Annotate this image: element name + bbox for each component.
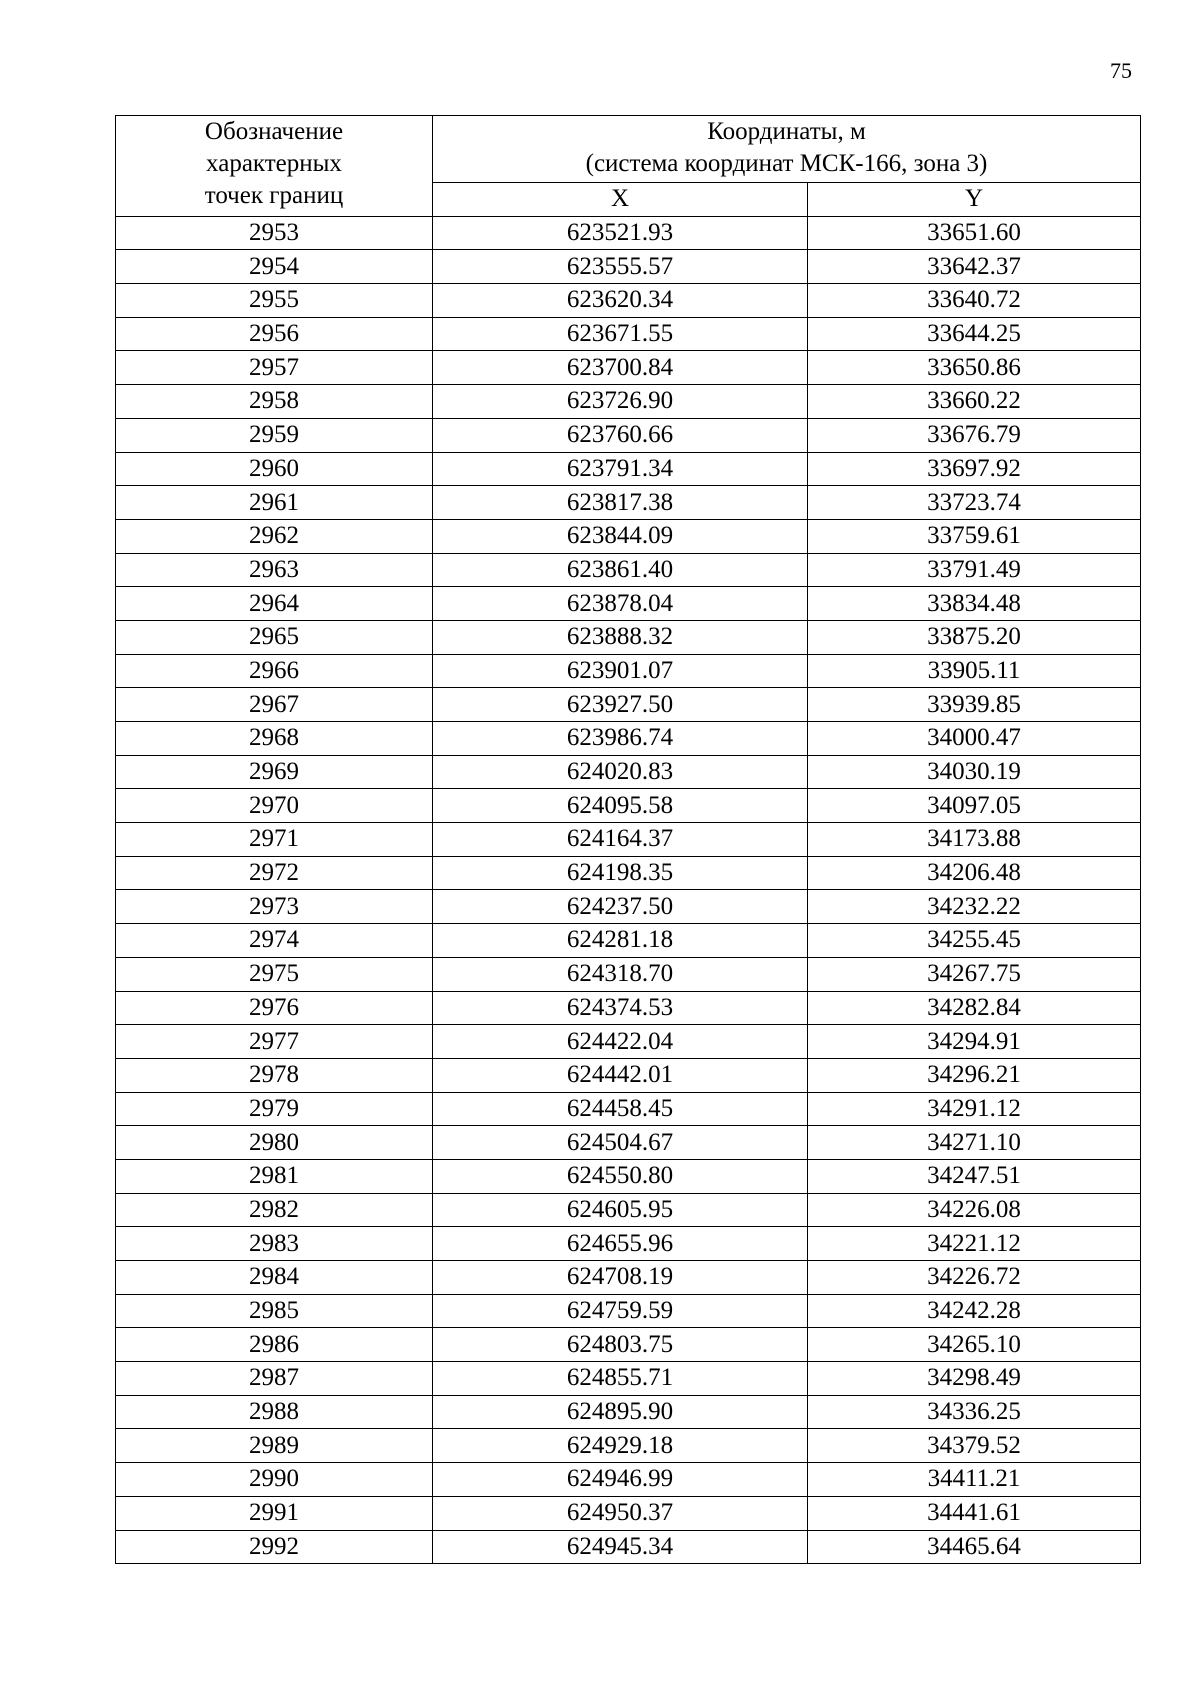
table-row bbox=[116, 1530, 1141, 1564]
y-coordinate-cell: 34267.75 bbox=[808, 957, 1141, 991]
x-coordinate-cell: 624164.37 bbox=[433, 823, 808, 857]
table-row bbox=[116, 216, 1141, 250]
table-row bbox=[116, 418, 1141, 452]
table-row bbox=[116, 688, 1141, 722]
y-coordinate-cell: 34000.47 bbox=[808, 722, 1141, 756]
table-body bbox=[116, 216, 1141, 1564]
point-id-cell: 2953 bbox=[116, 216, 433, 250]
x-coordinate-cell: 624550.80 bbox=[433, 1159, 808, 1193]
point-id-cell: 2963 bbox=[116, 553, 433, 587]
y-coordinate-cell: 33644.25 bbox=[808, 317, 1141, 351]
x-coordinate-cell: 624095.58 bbox=[433, 789, 808, 823]
y-coordinate-cell: 33650.86 bbox=[808, 351, 1141, 385]
x-coordinate-cell: 624803.75 bbox=[433, 1328, 808, 1362]
x-coordinate-cell: 623927.50 bbox=[433, 688, 808, 722]
x-coordinate-cell: 623760.66 bbox=[433, 418, 808, 452]
table-row bbox=[116, 385, 1141, 419]
header-label-line-3: точек границ bbox=[204, 182, 344, 209]
header-row-top bbox=[116, 116, 1141, 183]
x-coordinate-cell: 623986.74 bbox=[433, 722, 808, 756]
point-id-cell: 2990 bbox=[116, 1463, 433, 1497]
table-row bbox=[116, 452, 1141, 486]
point-id-cell: 2977 bbox=[116, 1025, 433, 1059]
point-id-cell: 2958 bbox=[116, 385, 433, 419]
y-coordinate-cell: 33697.92 bbox=[808, 452, 1141, 486]
x-coordinate-cell: 624281.18 bbox=[433, 924, 808, 958]
table-header bbox=[116, 116, 1141, 217]
y-coordinate-cell: 34030.19 bbox=[808, 755, 1141, 789]
table-row bbox=[116, 654, 1141, 688]
x-coordinate-cell: 624946.99 bbox=[433, 1463, 808, 1497]
y-coordinate-cell: 34441.61 bbox=[808, 1496, 1141, 1530]
x-coordinate-cell: 623620.34 bbox=[433, 284, 808, 318]
y-coordinate-cell: 34336.25 bbox=[808, 1395, 1141, 1429]
x-coordinate-cell: 624318.70 bbox=[433, 957, 808, 991]
y-coordinate-cell: 34242.28 bbox=[808, 1294, 1141, 1328]
table-row bbox=[116, 1227, 1141, 1261]
y-column-header: Y bbox=[808, 183, 1141, 217]
table-row bbox=[116, 1395, 1141, 1429]
x-coordinate-cell: 624895.90 bbox=[433, 1395, 808, 1429]
y-coordinate-cell: 34291.12 bbox=[808, 1092, 1141, 1126]
y-coordinate-cell: 34221.12 bbox=[808, 1227, 1141, 1261]
point-id-cell: 2972 bbox=[116, 856, 433, 890]
point-id-cell: 2984 bbox=[116, 1261, 433, 1295]
x-coordinate-cell: 623700.84 bbox=[433, 351, 808, 385]
point-id-cell: 2960 bbox=[116, 452, 433, 486]
y-coordinate-cell: 34294.91 bbox=[808, 1025, 1141, 1059]
point-id-cell: 2961 bbox=[116, 486, 433, 520]
point-label-header bbox=[116, 116, 433, 217]
x-coordinate-cell: 623671.55 bbox=[433, 317, 808, 351]
x-coordinate-cell: 624605.95 bbox=[433, 1193, 808, 1227]
y-coordinate-cell: 34411.21 bbox=[808, 1463, 1141, 1497]
x-coordinate-cell: 624929.18 bbox=[433, 1429, 808, 1463]
point-id-cell: 2968 bbox=[116, 722, 433, 756]
table-row bbox=[116, 1496, 1141, 1530]
x-coordinate-cell: 623521.93 bbox=[433, 216, 808, 250]
table-row bbox=[116, 1025, 1141, 1059]
y-coordinate-cell: 34173.88 bbox=[808, 823, 1141, 857]
point-id-cell: 2965 bbox=[116, 620, 433, 654]
table-row bbox=[116, 856, 1141, 890]
x-coordinate-cell: 624950.37 bbox=[433, 1496, 808, 1530]
table-row bbox=[116, 519, 1141, 553]
y-coordinate-cell: 34097.05 bbox=[808, 789, 1141, 823]
point-id-cell: 2979 bbox=[116, 1092, 433, 1126]
y-coordinate-cell: 33759.61 bbox=[808, 519, 1141, 553]
point-id-cell: 2989 bbox=[116, 1429, 433, 1463]
point-id-cell: 2985 bbox=[116, 1294, 433, 1328]
point-id-cell: 2971 bbox=[116, 823, 433, 857]
point-id-cell: 2957 bbox=[116, 351, 433, 385]
point-id-cell: 2966 bbox=[116, 654, 433, 688]
x-coordinate-cell: 624198.35 bbox=[433, 856, 808, 890]
table-row bbox=[116, 587, 1141, 621]
x-coordinate-cell: 624504.67 bbox=[433, 1126, 808, 1160]
table-row bbox=[116, 1328, 1141, 1362]
x-coordinate-cell: 623817.38 bbox=[433, 486, 808, 520]
x-coordinate-cell: 624945.34 bbox=[433, 1530, 808, 1564]
x-coordinate-cell: 624655.96 bbox=[433, 1227, 808, 1261]
point-id-cell: 2973 bbox=[116, 890, 433, 924]
table-row bbox=[116, 924, 1141, 958]
point-id-cell: 2964 bbox=[116, 587, 433, 621]
x-coordinate-cell: 623726.90 bbox=[433, 385, 808, 419]
x-coordinate-cell: 624855.71 bbox=[433, 1362, 808, 1396]
x-coordinate-cell: 624759.59 bbox=[433, 1294, 808, 1328]
table-row bbox=[116, 1092, 1141, 1126]
x-column-header: X bbox=[433, 183, 808, 217]
y-coordinate-cell: 34271.10 bbox=[808, 1126, 1141, 1160]
point-id-cell: 2986 bbox=[116, 1328, 433, 1362]
point-id-cell: 2983 bbox=[116, 1227, 433, 1261]
x-coordinate-cell: 623791.34 bbox=[433, 452, 808, 486]
point-id-cell: 2970 bbox=[116, 789, 433, 823]
point-id-cell: 2992 bbox=[116, 1530, 433, 1564]
y-coordinate-cell: 34296.21 bbox=[808, 1058, 1141, 1092]
y-coordinate-cell: 33875.20 bbox=[808, 620, 1141, 654]
header-label-line-1: Обозначение bbox=[204, 118, 344, 145]
y-coordinate-cell: 33905.11 bbox=[808, 654, 1141, 688]
table-row bbox=[116, 957, 1141, 991]
table-row bbox=[116, 1463, 1141, 1497]
table-row bbox=[116, 1193, 1141, 1227]
y-coordinate-cell: 33939.85 bbox=[808, 688, 1141, 722]
point-id-cell: 2955 bbox=[116, 284, 433, 318]
table-row bbox=[116, 789, 1141, 823]
table-row bbox=[116, 351, 1141, 385]
table-row bbox=[116, 1159, 1141, 1193]
point-id-cell: 2959 bbox=[116, 418, 433, 452]
y-coordinate-cell: 34226.72 bbox=[808, 1261, 1141, 1295]
y-coordinate-cell: 34232.22 bbox=[808, 890, 1141, 924]
point-id-cell: 2974 bbox=[116, 924, 433, 958]
point-id-cell: 2981 bbox=[116, 1159, 433, 1193]
y-coordinate-cell: 33834.48 bbox=[808, 587, 1141, 621]
table-row bbox=[116, 284, 1141, 318]
table-row bbox=[116, 755, 1141, 789]
x-coordinate-cell: 624442.01 bbox=[433, 1058, 808, 1092]
header-label-line-2: характерных bbox=[206, 150, 342, 177]
x-coordinate-cell: 623844.09 bbox=[433, 519, 808, 553]
x-coordinate-cell: 624458.45 bbox=[433, 1092, 808, 1126]
y-coordinate-cell: 33640.72 bbox=[808, 284, 1141, 318]
x-coordinate-cell: 624422.04 bbox=[433, 1025, 808, 1059]
table-row bbox=[116, 722, 1141, 756]
y-coordinate-cell: 33791.49 bbox=[808, 553, 1141, 587]
table-row bbox=[116, 1362, 1141, 1396]
x-coordinate-cell: 623555.57 bbox=[433, 250, 808, 284]
point-id-cell: 2978 bbox=[116, 1058, 433, 1092]
point-id-cell: 2956 bbox=[116, 317, 433, 351]
y-coordinate-cell: 33642.37 bbox=[808, 250, 1141, 284]
point-id-cell: 2988 bbox=[116, 1395, 433, 1429]
y-coordinate-cell: 33676.79 bbox=[808, 418, 1141, 452]
x-coordinate-cell: 623861.40 bbox=[433, 553, 808, 587]
coordinates-header-line-1: Координаты, м bbox=[707, 118, 866, 145]
y-coordinate-cell: 34226.08 bbox=[808, 1193, 1141, 1227]
point-id-cell: 2976 bbox=[116, 991, 433, 1025]
point-id-cell: 2991 bbox=[116, 1496, 433, 1530]
table-row bbox=[116, 890, 1141, 924]
table-row bbox=[116, 1429, 1141, 1463]
point-id-cell: 2969 bbox=[116, 755, 433, 789]
y-coordinate-cell: 34465.64 bbox=[808, 1530, 1141, 1564]
y-coordinate-cell: 33660.22 bbox=[808, 385, 1141, 419]
y-coordinate-cell: 33723.74 bbox=[808, 486, 1141, 520]
x-coordinate-cell: 623888.32 bbox=[433, 620, 808, 654]
point-id-cell: 2967 bbox=[116, 688, 433, 722]
y-coordinate-cell: 34298.49 bbox=[808, 1362, 1141, 1396]
x-coordinate-cell: 624237.50 bbox=[433, 890, 808, 924]
y-coordinate-cell: 34282.84 bbox=[808, 991, 1141, 1025]
y-coordinate-cell: 34247.51 bbox=[808, 1159, 1141, 1193]
table-row bbox=[116, 1126, 1141, 1160]
table-row bbox=[116, 1058, 1141, 1092]
coordinates-header-line-2: (система координат МСК-166, зона 3) bbox=[585, 150, 988, 177]
coordinates-header bbox=[433, 116, 1141, 183]
y-coordinate-cell: 33651.60 bbox=[808, 216, 1141, 250]
table-row bbox=[116, 553, 1141, 587]
point-id-cell: 2962 bbox=[116, 519, 433, 553]
x-coordinate-cell: 624708.19 bbox=[433, 1261, 808, 1295]
x-coordinate-cell: 624374.53 bbox=[433, 991, 808, 1025]
point-id-cell: 2980 bbox=[116, 1126, 433, 1160]
table-row bbox=[116, 250, 1141, 284]
table-row bbox=[116, 823, 1141, 857]
y-coordinate-cell: 34255.45 bbox=[808, 924, 1141, 958]
table-row bbox=[116, 991, 1141, 1025]
point-id-cell: 2982 bbox=[116, 1193, 433, 1227]
page-number: 75 bbox=[1110, 58, 1132, 83]
y-coordinate-cell: 34206.48 bbox=[808, 856, 1141, 890]
x-coordinate-cell: 624020.83 bbox=[433, 755, 808, 789]
x-coordinate-cell: 623901.07 bbox=[433, 654, 808, 688]
point-id-cell: 2987 bbox=[116, 1362, 433, 1396]
x-coordinate-cell: 623878.04 bbox=[433, 587, 808, 621]
point-id-cell: 2975 bbox=[116, 957, 433, 991]
table-row bbox=[116, 317, 1141, 351]
y-coordinate-cell: 34379.52 bbox=[808, 1429, 1141, 1463]
boundary-points-table bbox=[115, 115, 1141, 1564]
table-row bbox=[116, 486, 1141, 520]
table-row bbox=[116, 1294, 1141, 1328]
y-coordinate-cell: 34265.10 bbox=[808, 1328, 1141, 1362]
point-id-cell: 2954 bbox=[116, 250, 433, 284]
table-row bbox=[116, 620, 1141, 654]
table-row bbox=[116, 1261, 1141, 1295]
